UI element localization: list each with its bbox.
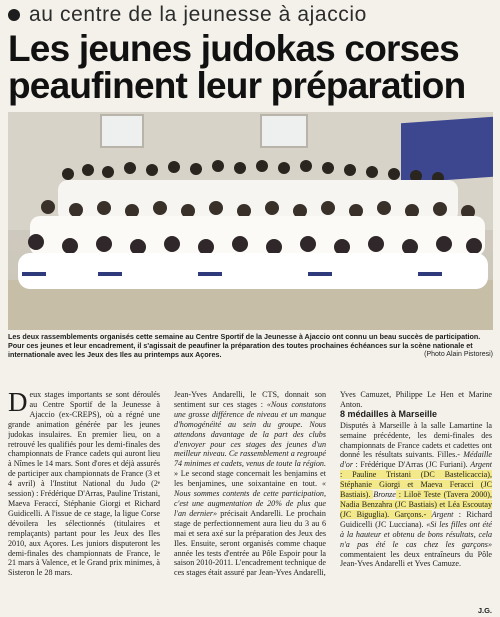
caption-text: Les deux rassemblements organisés cette semaine au Centre Sportif de la Jeunesse à Ajaccio ont connu un beau succès de participation. Pour ces jeunes et leur encadrement, il s'agissait de peaufiner la préparation des toutes prochaines échéances sur la scène nationale et internationale avec les Jeux des Iles au printemps aux Açores. — [8, 332, 481, 360]
kicker-text: au centre de la jeunesse à ajaccio — [29, 3, 367, 26]
bullet-icon — [8, 9, 20, 21]
column-2-quote-2: « Nous sommes contents de cette participation, c'est une augmentation de 20% de plus que l'an dernier» — [174, 479, 326, 518]
section-kicker — [8, 2, 492, 28]
headline-line-2: peaufinent leur préparation — [8, 65, 466, 106]
column-2-text-2: » Le second stage concernait les benjamins et les benjamines, une soixantaine en tout. — [174, 469, 326, 489]
column-3-text-2: Disputés à Marseille à la salle Lamartine la semaine précédente, les demi-finales des championnats de France cadets et cadettes ont donné les résultats suivants. Filles.- — [340, 420, 492, 460]
coach-quote: «Si les filles ont été à la hauteur et obtenu de bons résultats, cela n'a pas été le cas chez les garçons» — [340, 519, 492, 549]
medal-silver-label: Argent — [470, 460, 492, 470]
column-2-text-3: précisait Andarelli. Le prochain stage de perfectionnement aura lieu du 3 au 6 mai et sera axé sur la préparation des Jeux des Iles. Ensuite, seront organisés comme chaque année les tests d'entrée au Pôle Espoir pour la saison 2010-2011. L'encadrement technique de ces stages était assuré par Jean-Yves Andarelli, — [174, 508, 326, 578]
column-3-text-6: : Richard Guidicelli (JC Lucciana). — [340, 509, 492, 529]
column-1-text: eux stages importants se sont déroulés au Centre Sportif de la Jeunesse à Ajaccio (ex-CREPS), où a régné une grande animation générée par les jeunes judokas insulaires. En premier lieu, on a retrouvé les qualifiés pour les demi-finales des championnats de France cadets qui auront lieu à Nîmes le 14 mars. Sont d'ores et déjà assurés de participer aux championnats de France (3 et 4 avril) à l'Institut National du Judo (2ᵉ session) : Frédérique D'Arras, Pauline Tristani, Maeva Feraccí, Stéphanie Giorgi et Richard Guidicelli. A l'issue de ce stage, la ligue Corse dévoilera les sélectionnés (titulaires et remplaçants) partant pour les Jeux des Iles 2010, aux Açores. Les juniors disputeront les demi-finales des championnats de France, le 21 mars à Valence, et le Grand prix minimes, à Sisteron le 28 mars. — [8, 390, 160, 578]
article-column-1 — [8, 390, 160, 610]
column-3-text-5: : Liloë Teste (Tavera 2000), Nadia Benzahra (JC Bastiais) et Léa Escoutay (JC Biguglia). Garçons.- — [340, 490, 492, 519]
headline-line-1: Les jeunes judokas corses — [8, 28, 459, 69]
column-2-paragraph — [174, 390, 326, 578]
team-photo — [8, 112, 493, 330]
article-column-2 — [174, 390, 326, 610]
subheading-medals: 8 médailles à Marseille — [340, 408, 438, 419]
medal-gold-label: Médaille d'or — [340, 450, 492, 470]
judoka-group — [8, 112, 493, 330]
column-1-paragraph — [8, 390, 160, 578]
column-2-text-1: Jean-Yves Andarelli, le CTS, donnait son sentiment sur ces stages : — [174, 390, 326, 409]
column-3-text-4: : Pauline Tristani (DC Bastelicaccia), Stéphanie Giorgi et Maeva Feracci (JC Bastiais). — [340, 470, 492, 500]
author-signature: J.G. — [477, 606, 492, 615]
medal-bronze-label: Bronze — [373, 490, 396, 500]
column-3-paragraph-1 — [340, 390, 492, 410]
photo-credit: (Photo Alain Pistoresi) — [424, 351, 493, 359]
column-3-text-3: : Frédérique D'Arras (JC Furiani). — [352, 460, 471, 470]
photo-caption — [8, 332, 493, 360]
article-column-3 — [340, 390, 492, 610]
medal-silver-label-2: Argent — [431, 509, 454, 519]
column-2-quote-1: «Nous constatons une grosse différence de niveau et un manque d'homogénéité au sein du groupe. Nous attendons davantage de la part des clubs d'envoyer pour ces stages des jeunes d'un meilleur niveau. Ce rassemblement a regroupé 74 minimes et cadets, venus de toute la région. — [174, 399, 326, 469]
column-3-text-7: commentaient les deux entraîneurs du Pôle Jean-Yves Andarelli et Yves Camuze. — [340, 549, 492, 569]
article-headline — [8, 30, 498, 104]
article-body — [8, 390, 492, 610]
drop-cap: D — [8, 390, 28, 417]
column-3-text-1: Yves Camuzet, Philippe Le Hen et Marine Anton. — [340, 390, 492, 409]
column-3-paragraph-2 — [340, 421, 492, 570]
